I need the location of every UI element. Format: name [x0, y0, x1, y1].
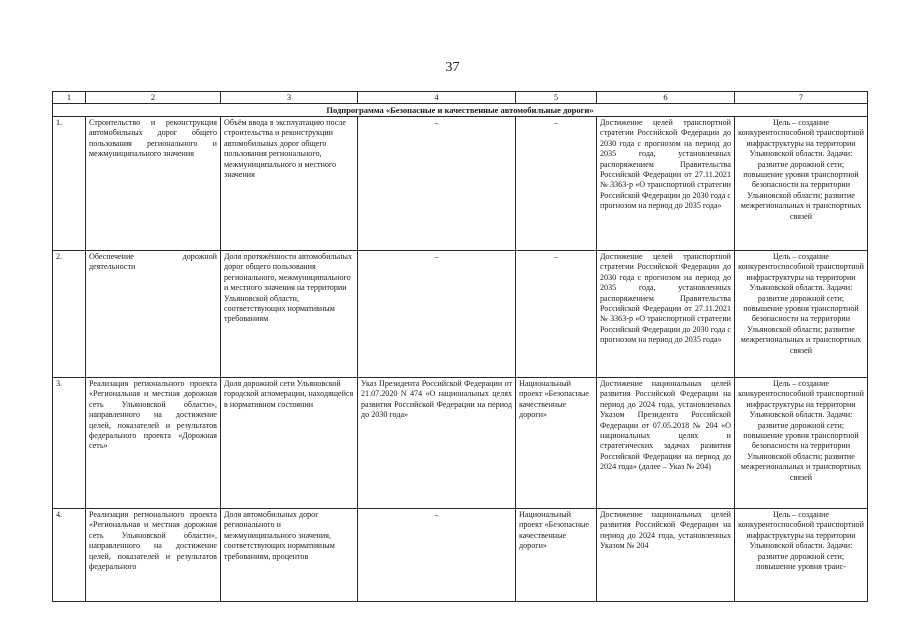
- decree-cell: –: [358, 117, 516, 251]
- goal-cell: Достижение целей транспортной стратегии Российской Федерации до 2030 года с прогнозом на период до 2035 года, установленных распоряжением Правительства Российской Федерации от 27.11.2021 № 3363-р «О транспортной стратегии Российской Федерации до 2030 года с прогнозом на период до 2035 года»: [597, 251, 735, 378]
- tasks-cell: Цель – создание конкурентоспособной транспортной инфраструктуры на территории Ульяновской области. Задачи: развитие дорожной сети; повышение уровня транспортной безопасности на территории Ульяновской области; развитие межрегиональных и транспортных связей: [735, 117, 868, 251]
- column-header: 4: [358, 92, 516, 104]
- indicator-cell: Доля протяжённости автомобильных дорог общего пользования регионального, межмуниципального и местного значения на территории Ульяновской области, соответствующих нормативным требованиям: [221, 251, 358, 378]
- tasks-cell: Цель – создание конкурентоспособной транспортной инфраструктуры на территории Ульяновской области. Задачи: развитие дорожной сети; повышение уровня транс-: [735, 509, 868, 602]
- tasks-cell: Цель – создание конкурентоспособной транспортной инфраструктуры на территории Ульяновской области. Задачи: развитие дорожной сети; повышение уровня транспортной безопасности на территории Ульяновской области; развитие межрегиональных и транспортных связей: [735, 378, 868, 509]
- table-row: [53, 117, 868, 251]
- decree-cell: Указ Президента Российской Федерации от 21.07.2020 N 474 «О национальных целях развития Российской Федерации на период до 2030 года»: [358, 378, 516, 509]
- table-row: [53, 251, 868, 378]
- subprogram-title-row: [53, 104, 868, 117]
- indicator-cell: Доля автомобильных дорог регионального и межмуниципального значения, соответствующих нормативным требованиям, процентов: [221, 509, 358, 602]
- indicator-cell: Доля дорожной сети Ульяновской городской агломерации, находящейся в нормативном состоянии: [221, 378, 358, 509]
- national-project-cell: Национальный проект «Безопасные качественные дороги»: [516, 378, 597, 509]
- table-row: [53, 509, 868, 602]
- subprogram-title: Подпрограмма «Безопасные и качественные автомобильные дороги»: [53, 104, 868, 117]
- goal-cell: Достижение национальных целей развития Российской Федерации на период до 2024 года, установленных Указом Президента Российской Федерации от 07.05.2018 № 204 «О национальных целях и стратегических задачах развития Российской Федерации на период до 2024 года» (далее – Указ № 204): [597, 378, 735, 509]
- table-row: [53, 378, 868, 509]
- decree-cell: –: [358, 509, 516, 602]
- tasks-cell: Цель – создание конкурентоспособной транспортной инфраструктуры на территории Ульяновской области. Задачи: развитие дорожной сети; повышение уровня транспортной безопасности на территории Ульяновской области; развитие межрегиональных и транспортных связей: [735, 251, 868, 378]
- row-number: 4.: [53, 509, 86, 602]
- measure-name-cell: Реализация регионального проекта «Региональная и местная дорожная сеть Ульяновской области», направленного на достижение целей, показателей и результатов федерального проекта «Дорожная сеть»: [86, 378, 221, 509]
- column-header: 6: [597, 92, 735, 104]
- goal-cell: Достижение целей транспортной стратегии Российской Федерации до 2030 года с прогнозом на период до 2035 года, установленных распоряжением Правительства Российской Федерации от 27.11.2021 № 3363-р «О транспортной стратегии Российской Федерации до 2030 года с прогнозом на период до 2035 года»: [597, 117, 735, 251]
- indicator-cell: Объём ввода в эксплуатацию после строительства и реконструкции автомобильных дорог общего пользования регионального, межмуниципального и местного значения: [221, 117, 358, 251]
- measure-name-cell: Обеспечение дорожной деятельности: [86, 251, 221, 378]
- table-header-row: [53, 92, 868, 104]
- goal-cell: Достижение национальных целей развития Российской Федерации на период до 2024 года, установленных Указом № 204: [597, 509, 735, 602]
- measure-name-cell: Строительство и реконструкция автомобильных дорог общего пользования регионального и межмуниципального значения: [86, 117, 221, 251]
- national-project-cell: –: [516, 117, 597, 251]
- row-number: 3.: [53, 378, 86, 509]
- row-number: 2.: [53, 251, 86, 378]
- column-header: 7: [735, 92, 868, 104]
- measure-name-cell: Реализация регионального проекта «Региональная и местная дорожная сеть Ульяновской области», направленного на достижение целей, показателей и результатов федерального: [86, 509, 221, 602]
- national-project-cell: Национальный проект «Безопасные качественные дороги»: [516, 509, 597, 602]
- page-number: 37: [445, 60, 460, 75]
- column-header: 1: [53, 92, 86, 104]
- decree-cell: –: [358, 251, 516, 378]
- program-table: [52, 91, 868, 602]
- column-header: 2: [86, 92, 221, 104]
- national-project-cell: –: [516, 251, 597, 378]
- row-number: 1.: [53, 117, 86, 251]
- column-header: 3: [221, 92, 358, 104]
- column-header: 5: [516, 92, 597, 104]
